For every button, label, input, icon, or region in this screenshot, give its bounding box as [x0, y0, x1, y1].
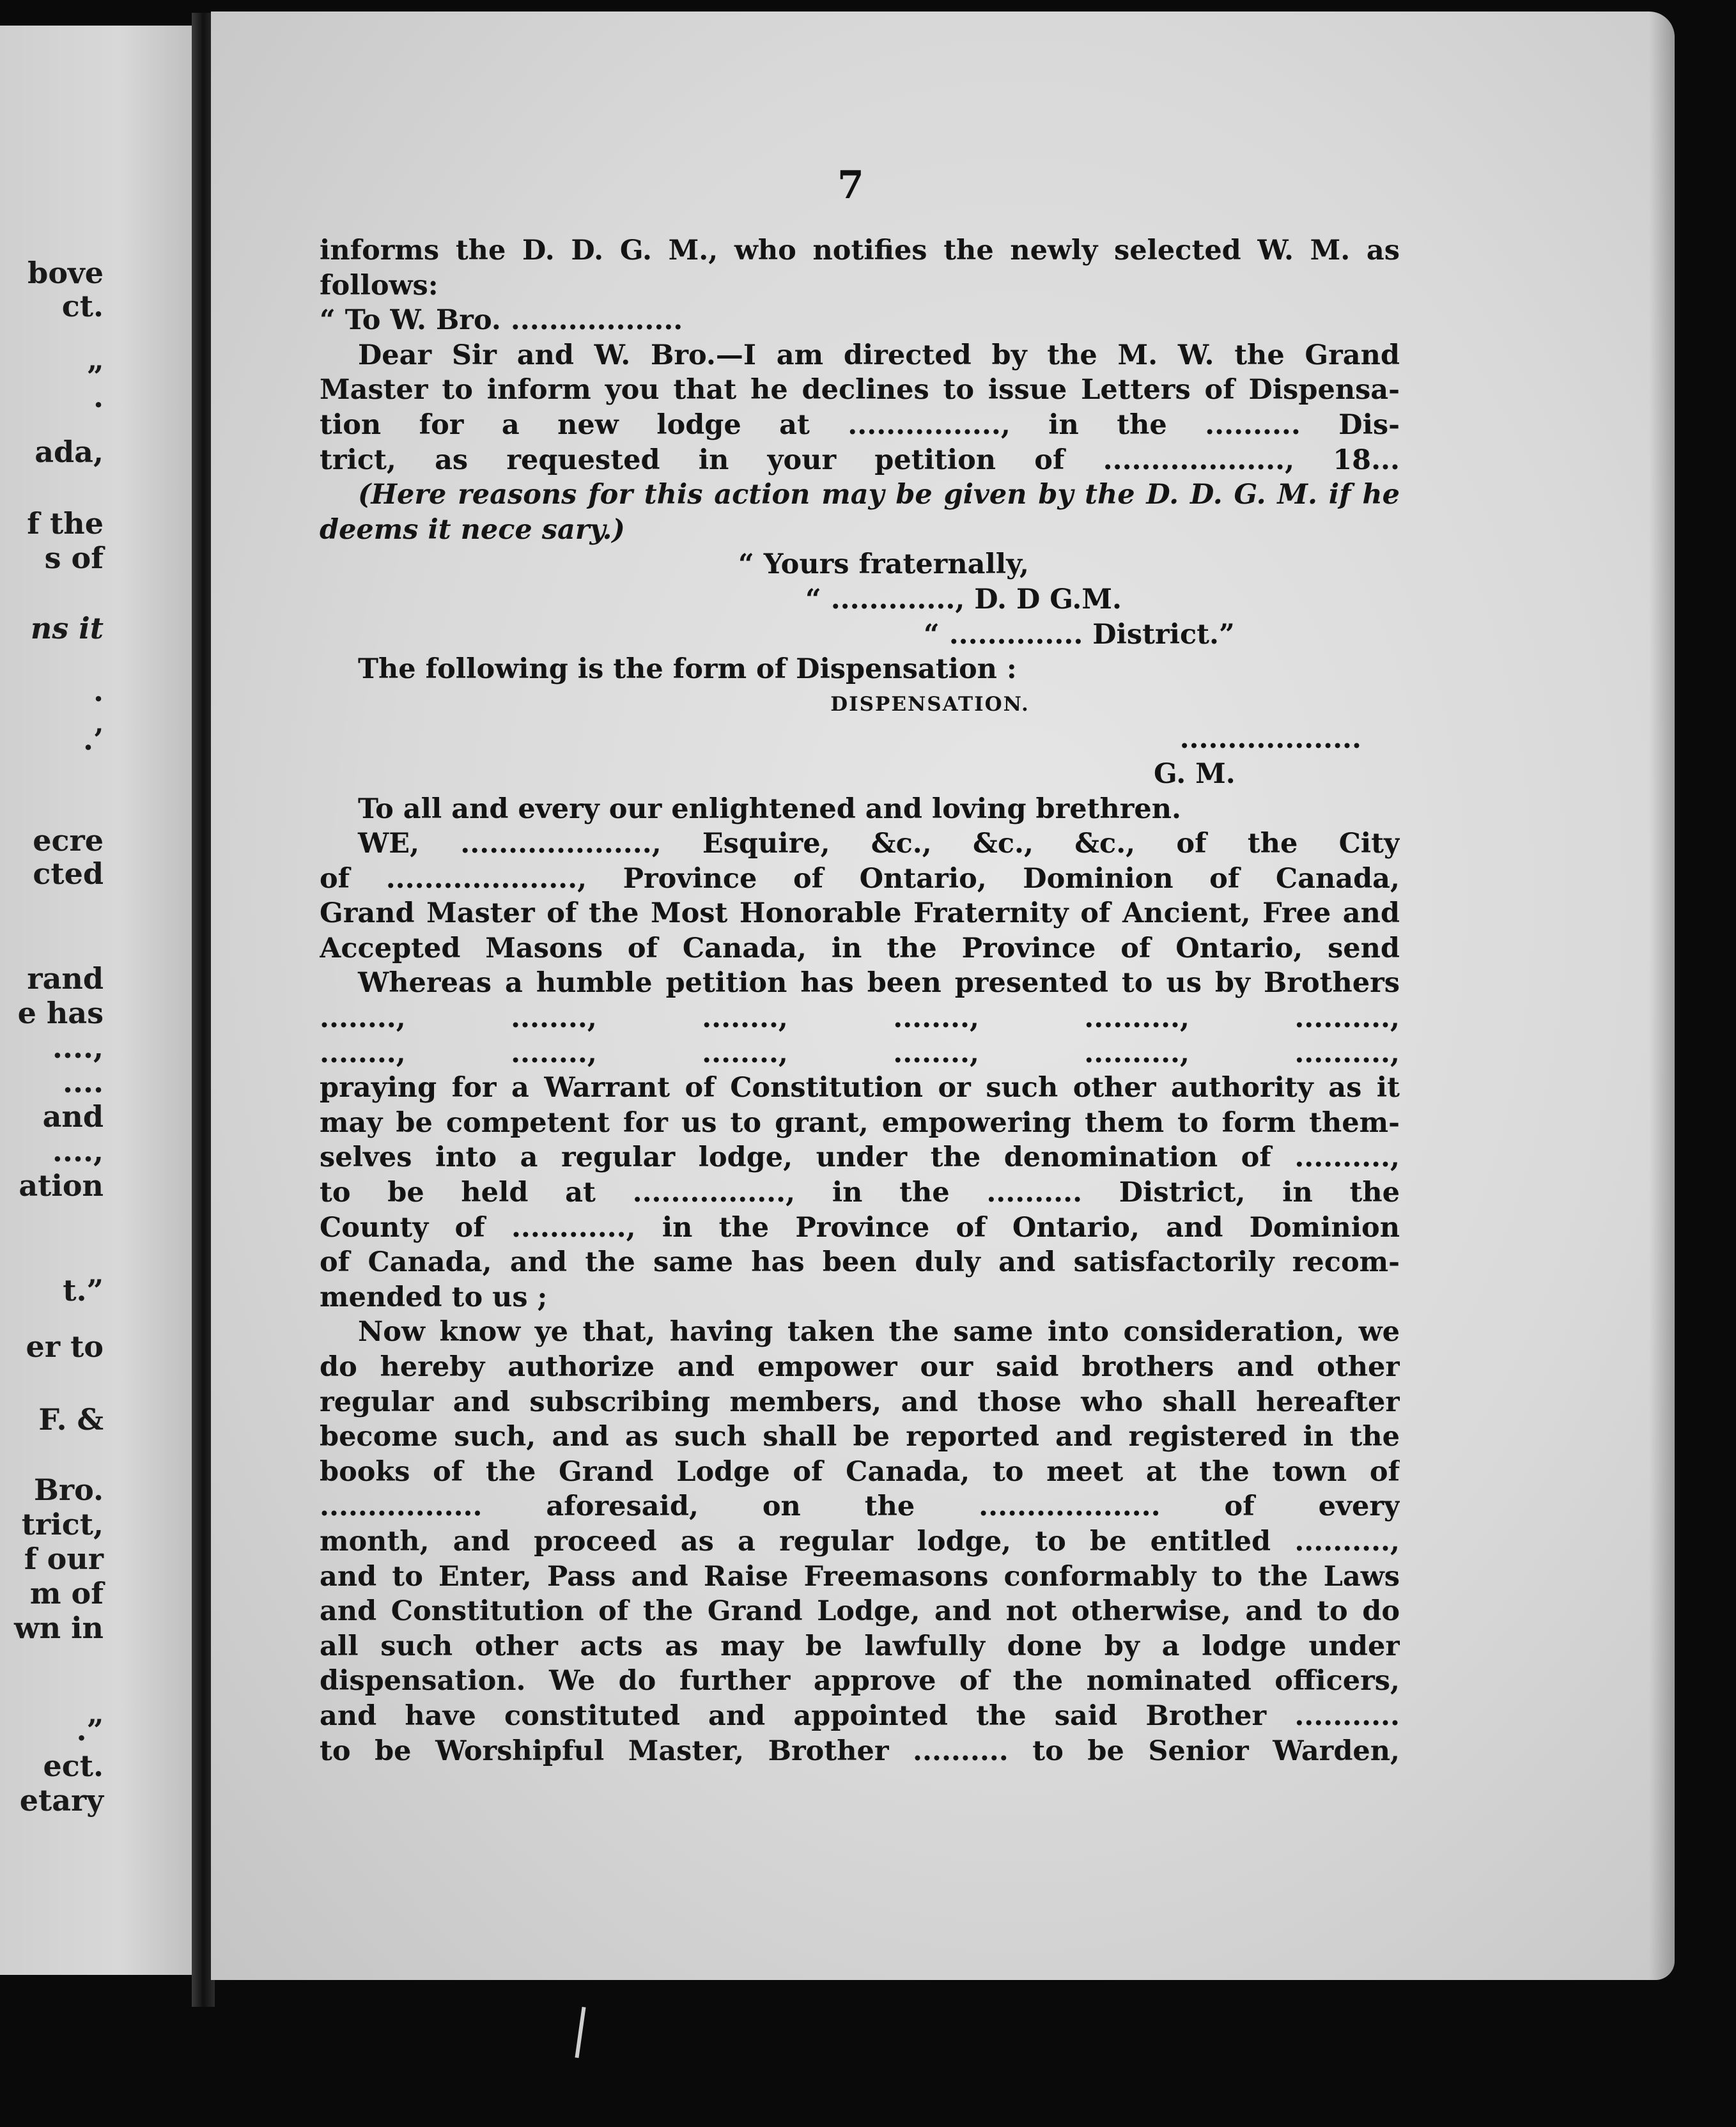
left-fragment-line: ....,	[52, 1030, 104, 1065]
left-fragment-line: .”	[76, 1713, 104, 1747]
left-fragment-line: ecre	[33, 823, 104, 858]
section-heading: DISPENSATION.	[830, 692, 1030, 716]
left-fragment-line: rand	[27, 961, 104, 996]
text-line: County of ............, in the Province of Ontario, and Dominion	[320, 1211, 1400, 1244]
left-fragment-line: ....	[62, 1065, 104, 1099]
text-line: to be Worshipful Master, Brother .......... to be Senior Warden,	[320, 1735, 1400, 1767]
text-line: ........, ........, ........, ........, .........., ..........,	[320, 1037, 1400, 1069]
left-fragment-line: ct.	[61, 289, 104, 323]
scan-artifact-mark	[575, 2007, 585, 2058]
left-fragment-line: e has	[17, 996, 104, 1030]
text-line: informs the D. D. G. M., who notifies the newly selected W. M. as	[320, 235, 1400, 267]
left-fragment-line: ·	[93, 681, 104, 716]
text-line: of ...................., Province of Ontario, Dominion of Canada,	[320, 862, 1400, 895]
text-line: Master to inform you that he declines to issue Letters of Dispensa-	[320, 374, 1400, 406]
signature-line: “ .............. District.”	[924, 618, 1235, 651]
text-line: all such other acts as may be lawfully done by a lodge under	[320, 1630, 1400, 1662]
text-line: praying for a Warrant of Constitution or such other authority as it	[320, 1072, 1400, 1104]
text-line: and have constituted and appointed the said Brother ...........	[320, 1699, 1400, 1732]
text-line: selves into a regular lodge, under the denomination of ..........,	[320, 1141, 1400, 1174]
text-line: Accepted Masons of Canada, in the Province of Ontario, send	[320, 932, 1400, 964]
left-page-fragment	[0, 26, 199, 1975]
left-fragment-line: cted	[33, 856, 104, 891]
text-line: tion for a new lodge at ................, in the .......... Dis-	[320, 408, 1400, 441]
left-fragment-line: trict,	[21, 1507, 104, 1542]
page-number: 7	[837, 163, 864, 208]
signature-line: “ ............., D. D G.M.	[805, 583, 1122, 615]
text-line: Dear Sir and W. Bro.—I am directed by the M. W. the Grand	[358, 339, 1400, 371]
text-line: ...................	[1179, 723, 1361, 755]
left-fragment-line: ....,	[52, 1134, 104, 1168]
text-line: G. M.	[1154, 757, 1236, 790]
text-line: to be held at ................, in the .......... District, in the	[320, 1177, 1400, 1209]
text-line: trict, as requested in your petition of ..................., 18...	[320, 444, 1400, 476]
left-fragment-line: t.”	[63, 1273, 104, 1308]
left-fragment-line: ada,	[35, 435, 104, 469]
text-line: of Canada, and the same has been duly and satisfactorily recom-	[320, 1246, 1400, 1279]
left-fragment-line: s of	[44, 541, 104, 575]
left-fragment-line: ation	[19, 1168, 104, 1203]
text-line: may be competent for us to grant, empowering them to form them-	[320, 1106, 1400, 1139]
left-fragment-line: etary	[19, 1783, 104, 1818]
text-line: and Constitution of the Grand Lodge, and not otherwise, and to do	[320, 1595, 1400, 1628]
text-line: “ To W. Bro. ..................	[320, 304, 683, 337]
left-fragment-line: ect.	[43, 1749, 104, 1783]
text-line: do hereby authorize and empower our said brothers and other	[320, 1351, 1400, 1383]
page-body	[320, 233, 1400, 1768]
left-fragment-line: bove	[27, 256, 104, 290]
left-fragment-line: f the	[27, 506, 104, 541]
text-line: (Here reasons for this action may be given by the D. D. G. M. if he	[358, 479, 1400, 511]
left-fragment-line: .’	[82, 722, 104, 757]
left-fragment-line: ”	[86, 359, 104, 394]
text-line: Now know ye that, having taken the same into consideration, we	[358, 1316, 1400, 1349]
text-line: The following is the form of Dispensation :	[358, 653, 1017, 686]
text-line: month, and proceed as a regular lodge, to be entitled ..........,	[320, 1525, 1400, 1558]
left-fragment-line: er to	[26, 1329, 104, 1364]
text-line: To all and every our enlightened and loving brethren.	[358, 793, 1182, 825]
left-fragment-line: f our	[24, 1542, 104, 1576]
text-line: Grand Master of the Most Honorable Fraternity of Ancient, Free and	[320, 897, 1400, 930]
text-line: become such, and as such shall be reported and registered in the	[320, 1421, 1400, 1453]
text-line: and to Enter, Pass and Raise Freemasons conformably to the Laws	[320, 1560, 1400, 1593]
signature-line: “ Yours fraternally,	[738, 548, 1029, 581]
left-fragment-line: ·	[93, 387, 104, 422]
left-fragment-line: ns it	[30, 611, 104, 646]
left-fragment-line: m of	[29, 1576, 104, 1611]
text-line: books of the Grand Lodge of Canada, to meet at the town of	[320, 1455, 1400, 1488]
text-line: deems it nece sary.)	[320, 513, 625, 546]
text-line: Whereas a humble petition has been presented to us by Brothers	[358, 967, 1400, 1000]
text-line: WE, ...................., Esquire, &c., &c., &c., of the City	[358, 828, 1400, 860]
left-fragment-line: F. &	[38, 1402, 104, 1437]
text-line: ........, ........, ........, ........, .........., ..........,	[320, 1002, 1400, 1035]
text-line: regular and subscribing members, and those who shall hereafter	[320, 1386, 1400, 1418]
text-line: mended to us ;	[320, 1281, 548, 1313]
left-fragment-line: Bro.	[33, 1473, 104, 1507]
text-line: dispensation. We do further approve of the nominated officers,	[320, 1665, 1400, 1698]
text-line: ................. aforesaid, on the ................... of every	[320, 1490, 1400, 1523]
left-fragment-line: wn in	[14, 1611, 104, 1645]
text-line: follows:	[320, 269, 438, 302]
left-fragment-line: and	[42, 1099, 104, 1134]
